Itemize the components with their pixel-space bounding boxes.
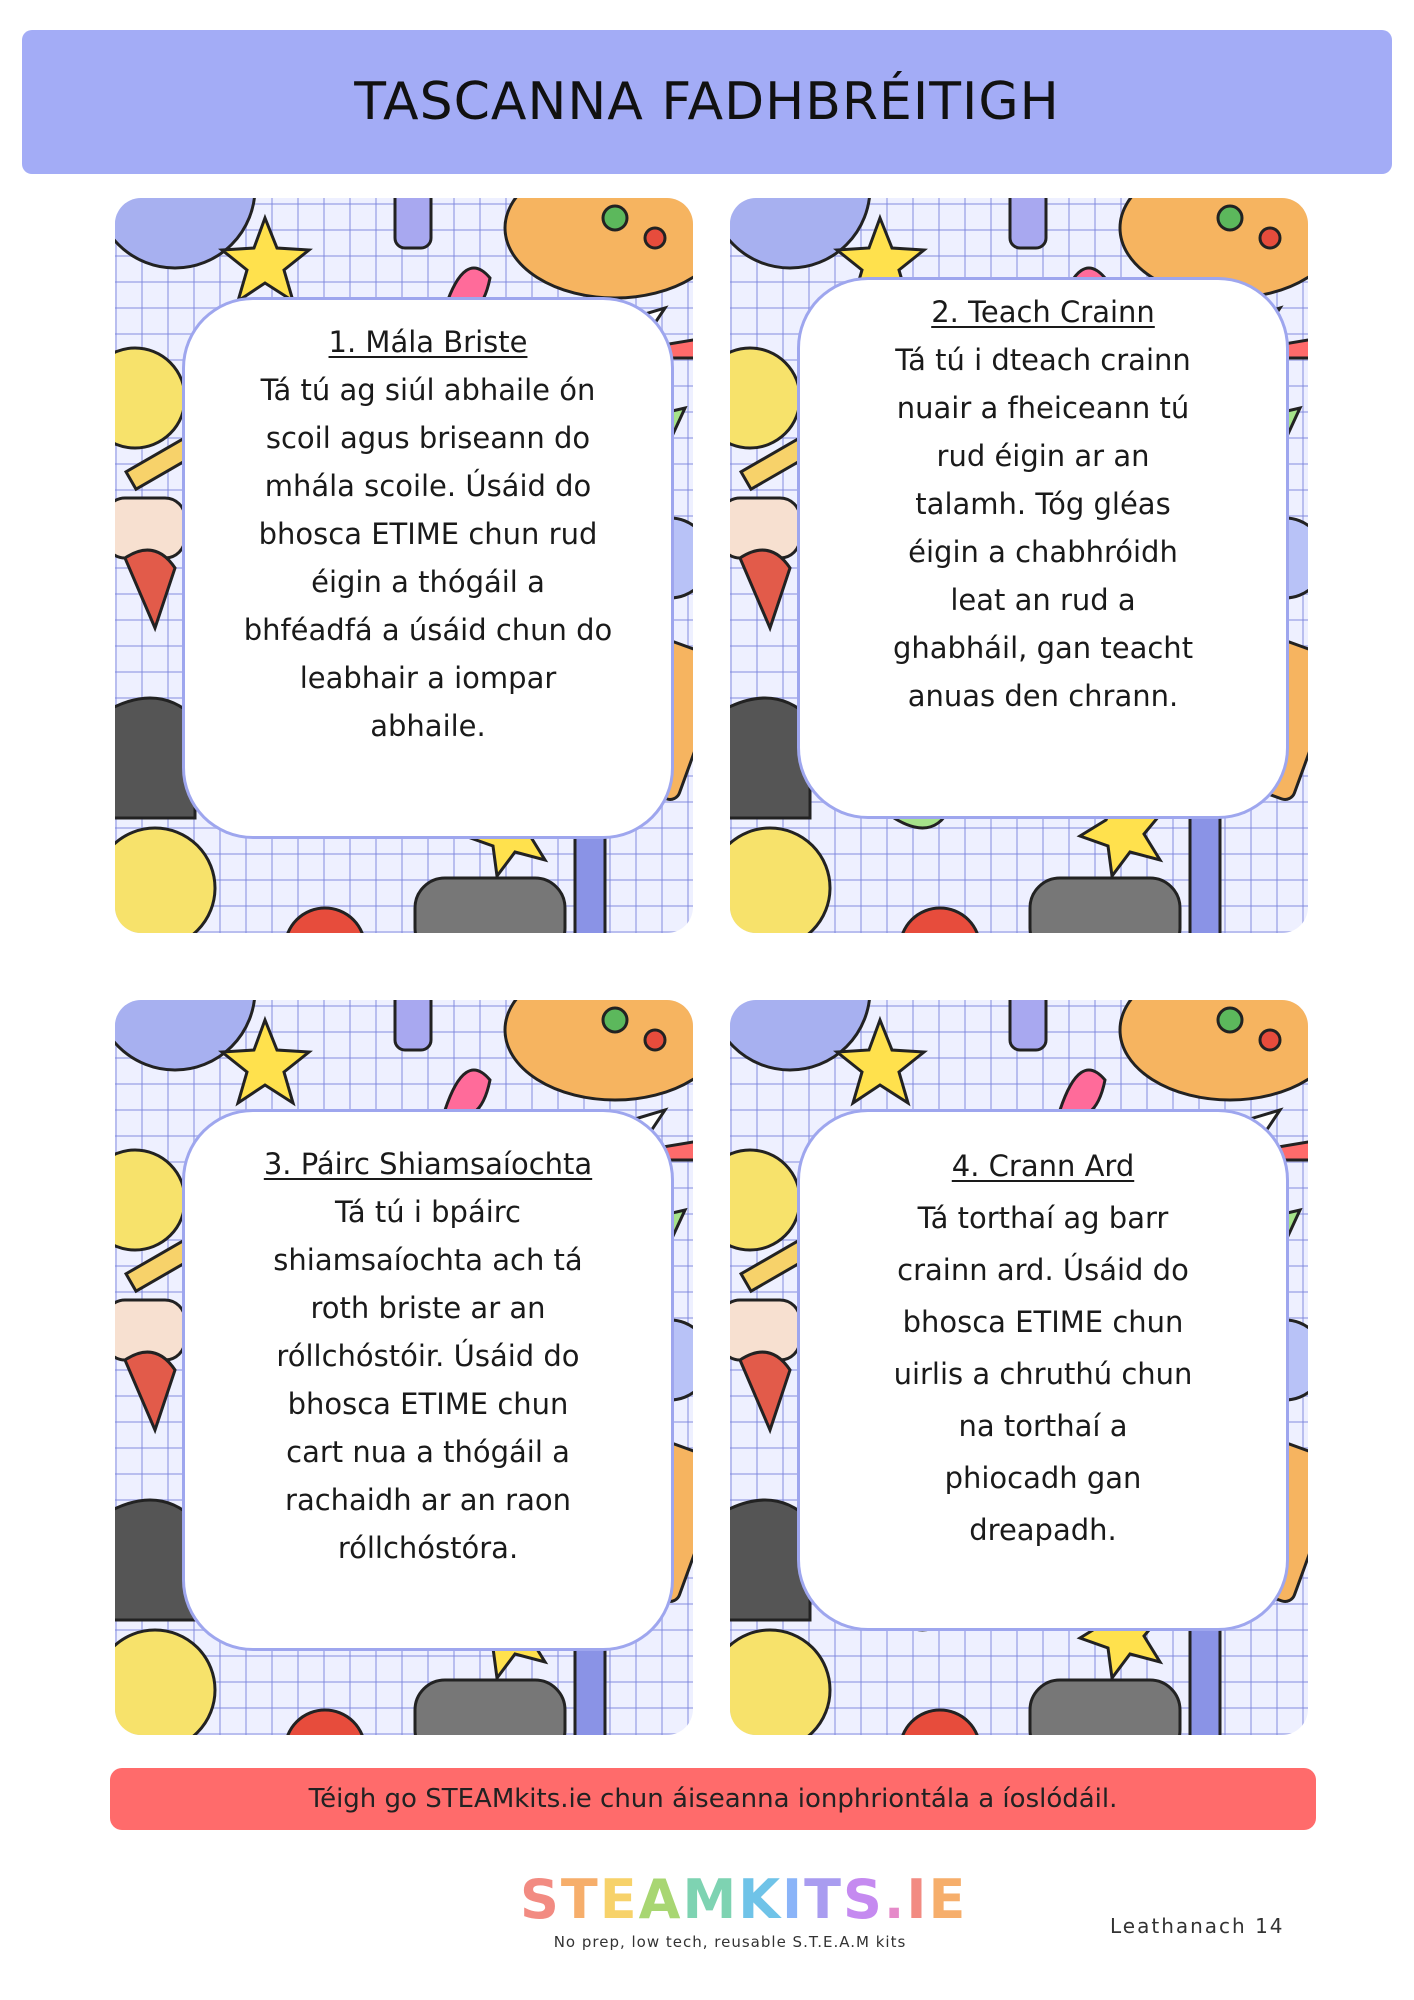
brand-logo-letter: E — [599, 1868, 639, 1931]
card-title: 3. Páirc Shiamsaíochta — [263, 1147, 593, 1181]
brand-logo-letter: S — [842, 1868, 884, 1931]
card-line: rud éigin ar an — [936, 439, 1150, 473]
card-line: Tá tú i bpáirc — [334, 1195, 522, 1229]
card-title: 2. Teach Crainn — [931, 295, 1155, 329]
card-line: Tá tú i dteach crainn — [895, 343, 1191, 377]
card-line: shiamsaíochta ach tá — [273, 1243, 583, 1277]
card-line: dreapadh. — [969, 1513, 1117, 1547]
task-card-3 — [115, 1000, 693, 1735]
card-line: róllchóstóir. Úsáid do — [276, 1339, 580, 1373]
brand-logo-letter: I — [782, 1868, 805, 1931]
brand-logo-letter: T — [804, 1868, 843, 1931]
task-card-4 — [730, 1000, 1308, 1735]
card-line: bhosca ETIME chun — [902, 1305, 1184, 1339]
card-line: éigin a chabhróidh — [908, 535, 1178, 569]
card-line: Tá tú ag siúl abhaile ón — [260, 373, 596, 407]
brand-tagline: No prep, low tech, reusable S.T.E.A.M kits — [553, 1933, 907, 1951]
task-card-2 — [730, 198, 1308, 933]
card-line: uirlis a chruthú chun — [893, 1357, 1193, 1391]
brand-block — [520, 1868, 968, 1951]
brand-logo-letter: T — [560, 1868, 600, 1931]
brand-logo-letter: I — [906, 1868, 929, 1931]
card-line: talamh. Tóg gléas — [915, 487, 1171, 521]
website-banner — [110, 1768, 1316, 1830]
card-line: bhosca ETIME chun — [287, 1387, 569, 1421]
brand-logo — [520, 1868, 968, 1931]
card-line: bhféadfá a úsáid chun do — [243, 613, 613, 647]
page-title: TASCANNA FADHBRÉITIGH — [354, 72, 1060, 132]
card-line: nuair a fheiceann tú — [896, 391, 1190, 425]
brand-logo-letter: K — [738, 1868, 783, 1931]
card-text — [205, 318, 651, 750]
card-line: rachaidh ar an raon — [285, 1483, 571, 1517]
card-title: 1. Mála Briste — [328, 325, 528, 359]
card-text — [820, 1140, 1266, 1556]
brand-logo-letter: A — [638, 1868, 683, 1931]
card-line: abhaile. — [370, 709, 486, 743]
card-line: leabhair a iompar — [299, 661, 557, 695]
task-card-1 — [115, 198, 693, 933]
brand-logo-letter: S — [520, 1868, 561, 1931]
card-text — [820, 288, 1266, 720]
brand-logo-letter: . — [883, 1868, 907, 1931]
card-line: roth briste ar an — [310, 1291, 546, 1325]
card-line: leat an rud a — [950, 583, 1136, 617]
card-line: cart nua a thógáil a — [286, 1435, 570, 1469]
brand-logo-letter: E — [928, 1868, 968, 1931]
page-number: Leathanach 14 — [1110, 1914, 1285, 1938]
page-header — [22, 30, 1392, 174]
card-line: ghabháil, gan teacht — [892, 631, 1194, 665]
card-line: róllchóstóra. — [337, 1531, 519, 1565]
card-line: crainn ard. Úsáid do — [897, 1253, 1189, 1287]
card-line: phiocadh gan — [944, 1461, 1142, 1495]
card-line: scoil agus briseann do — [265, 421, 591, 455]
website-banner-text: Téigh go STEAMkits.ie chun áiseanna ionphriontála a íoslódáil. — [308, 1784, 1118, 1814]
card-line: éigin a thógáil a — [311, 565, 545, 599]
card-title: 4. Crann Ard — [951, 1149, 1135, 1183]
card-line: mhála scoile. Úsáid do — [264, 469, 592, 503]
card-line: bhosca ETIME chun rud — [258, 517, 598, 551]
card-line: anuas den chrann. — [907, 679, 1179, 713]
brand-logo-letter: M — [682, 1868, 739, 1931]
card-line: Tá torthaí ag barr — [917, 1201, 1169, 1235]
card-line: na torthaí a — [958, 1409, 1128, 1443]
card-text — [205, 1140, 651, 1572]
